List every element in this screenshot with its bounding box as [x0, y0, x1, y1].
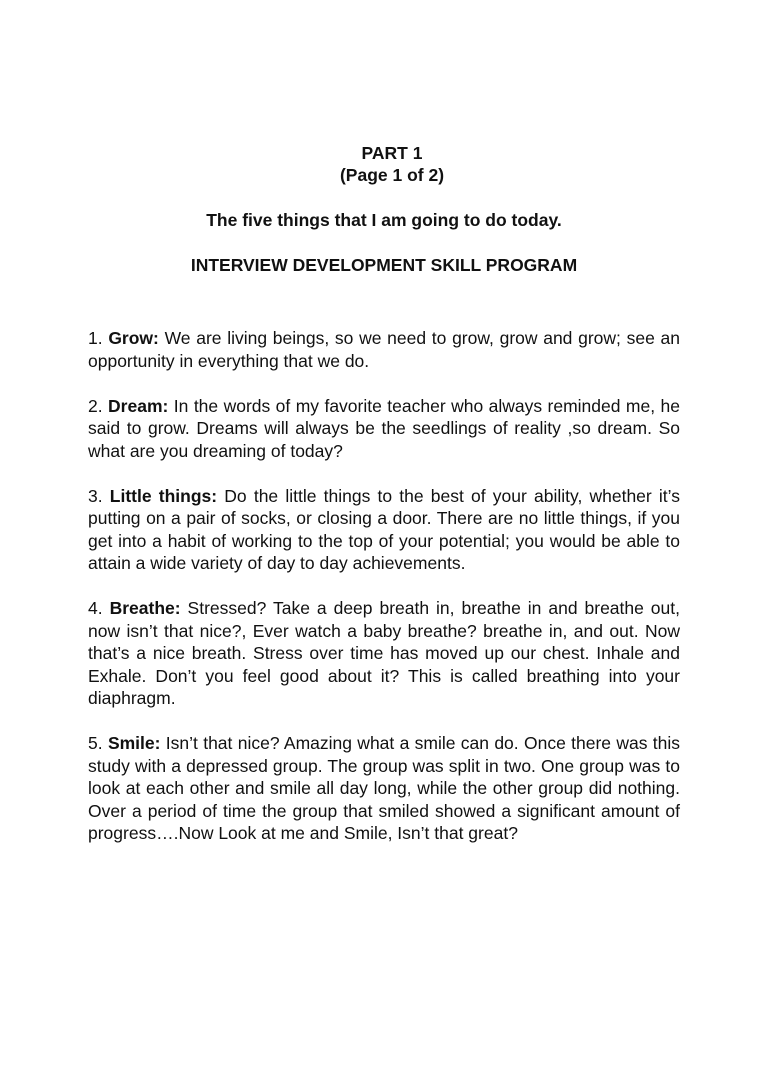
item-number: 5. [88, 733, 103, 753]
page-indicator: (Page 1 of 2) [339, 165, 445, 185]
item-number: 1. [88, 328, 103, 348]
part-title: PART 1 [361, 143, 423, 163]
item-term: Grow: [108, 328, 159, 348]
item-term: Dream: [108, 395, 169, 416]
list-item-dream [88, 395, 680, 463]
document-subtitle: The five things that I am going to do today. [206, 210, 562, 230]
item-text: We are living beings, so we need to grow, grow and grow; see an opportunity in everything that we do. [88, 328, 680, 371]
item-text: Do the little things to the best of your ability, whether it’s putting on a pair of socks, or closing a door. There are no little things, if you get into a habit of working to the top of your potential; you would be able to attain a wide variety of day to day achievements. [88, 485, 680, 573]
item-term: Little things: [109, 485, 218, 506]
item-term: Smile: [107, 733, 161, 753]
item-text: In the words of my favorite teacher who always reminded me, he said to grow. Dreams will always be the seedlings of reality ,so dream. So what are you dreaming of today? [88, 395, 680, 461]
item-term: Breathe: [109, 598, 181, 618]
list-item-grow [88, 327, 680, 372]
item-text: Isn’t that nice? Amazing what a smile can do. Once there was this study with a depressed group. The group was split in two. One group was to look at each other and smile all day long, while the other group did nothing. Over a period of time the group that smiled showed a significant amount of progress….Now Look at me and Smile, Isn’t that great? [88, 733, 680, 843]
program-title: INTERVIEW DEVELOPMENT SKILL PROGRAM [190, 255, 578, 275]
list-item-breathe [88, 597, 680, 710]
item-text: Stressed? Take a deep breath in, breathe in and breathe out, now isn’t that nice?, Ever watch a baby breathe? breathe in, and out. Now that’s a nice breath. Stress over time has moved up our chest. Inhale and Exhale. Don’t you feel good about it? This is called breathing into your diaphragm. [88, 598, 681, 708]
list-item-smile [88, 732, 680, 845]
item-number: 3. [88, 485, 103, 506]
item-list [88, 327, 680, 867]
item-number: 4. [88, 598, 103, 618]
list-item-little-things [88, 485, 680, 575]
item-number: 2. [88, 395, 103, 416]
